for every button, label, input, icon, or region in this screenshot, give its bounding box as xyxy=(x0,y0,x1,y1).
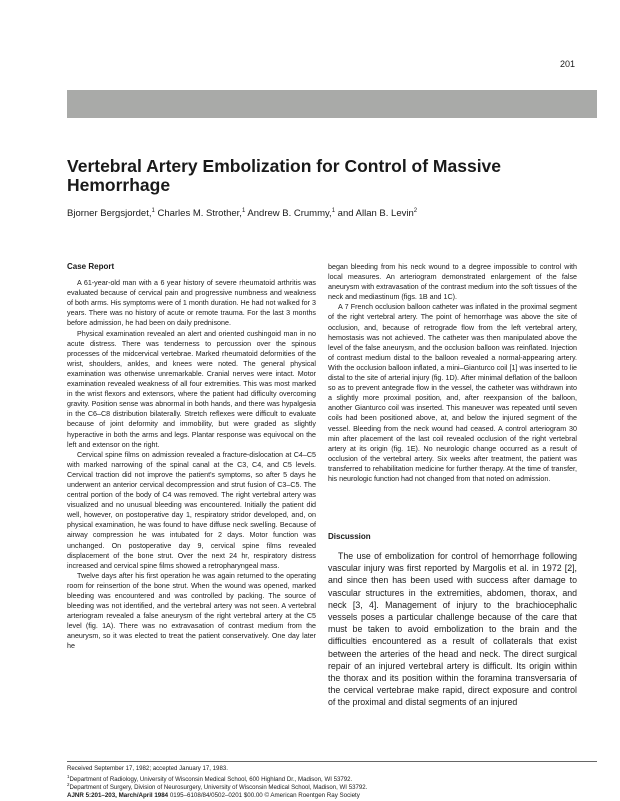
journal-name: AJNR 5:201–203, March/April 1984 xyxy=(67,792,169,799)
author-affiliation-mark: 2 xyxy=(413,208,418,214)
paragraph: A 7 French occlusion balloon catheter was inflated in the proximal segment of the right vertebral artery. The point of hemorrhage was above the site of occlusion, and, because of retrograde flow from the left vertebral artery, hemostasis was not achieved. The catheter was then manipulated above the level of the false aneurysm, and the occlusion balloon was reinflated. Injection of contrast medium distal to the balloon revealed a normal-appearing artery. With the occlusion balloon inflated, a mini–Gianturco coil [1] was inserted to lie distal to the site of arterial injury (fig. 1D). After minimal deflation of the balloon so as to prevent antegrade flow in the vessel, the catheter was withdrawn into a slightly more proximal position, and, after reexpansion of the balloon, another Gianturco coil was inserted. This maneuver was repeated until seven coils had been positioned above, at, and below the injured segment of the vessel. Bleeding from the neck wound had ceased. A control arteriogram 30 min after placement of the last coil revealed occlusion of the right vertebral artery at its origin (fig. 1E). No neurologic change occurred as a result of occlusion of the vertebral artery. Six weeks after treatment, the patient was transferred to rehabilitation medicine for further therapy. At the time of transfer, his neurologic function had not changed from that noted on admission. xyxy=(328,303,577,483)
author-name: Andrew B. Crummy, xyxy=(245,208,332,220)
author-affiliation-mark: 1 xyxy=(241,208,246,214)
paragraph: Physical examination revealed an alert and oriented cushingoid man in no acute distress. There was tenderness to percussion over the spinous processes of the midcervical vertebrae. Marked rheumatoid deformities of the wrist, shoulders, ankles, and knees were noted. The general physical examination was otherwise unremarkable. Cranial nerves were intact. Motor examination revealed weakness of all four extremities. This was most marked in the wrist flexors and extensors, where the patient had difficulty overcoming gravity. Position sense was abnormal in both hands, and there was hypalgesia in the C6–C8 distribution bilaterally. Stretch reflexes were difficult to evaluate because of joint deformity and immobility, but were graded as slightly hyperactive in both the arms and legs. Plantar response was equivocal on the left and extensor on the right. xyxy=(67,329,316,449)
author-name: Bjorner Bergsjordet, xyxy=(67,208,152,220)
author-name: and Allan B. Levin xyxy=(335,208,414,220)
header-band xyxy=(67,90,597,118)
footnote-text: Department of Radiology, University of Wisconsin Medical School, 600 Highland Dr., Madison, WI 53792. xyxy=(69,776,353,784)
author-affiliation-mark: 1 xyxy=(151,208,155,214)
author-list xyxy=(67,208,417,219)
page-number: 201 xyxy=(560,59,576,69)
case-report-heading: Case Report xyxy=(67,262,115,271)
paragraph: A 61-year-old man with a 6 year history of severe rheumatoid arthritis was evaluated because of cervical pain and progressive numbness and weakness of both arms. His symptoms were of 1 month duration. He had not walked for 3 years. There was no history of acute or remote trauma. For the last 3 months before admission, he had been on daily prednisone. xyxy=(67,279,316,328)
footnote-affiliation-2 xyxy=(67,781,367,792)
footnote-mark: 2 xyxy=(67,782,70,787)
article-title: Vertebral Artery Embolization for Control of Massive Hemorrhage xyxy=(67,156,502,195)
paragraph: Twelve days after his first operation he was again returned to the operating room for reinsertion of the bone strut. When the wound was opened, marked bleeding was encountered and was controlled by packing. The source of bleeding was not identified, and the vertebral artery was not seen. A vertebral arteriogram revealed a false aneurysm of the right vertebral artery at the C5 level (fig. 1A). There was no extravasation of contrast medium from the aneurysm, so it was elected to treat the patient conservatively. One day later he xyxy=(67,571,316,651)
footnote-rule xyxy=(67,761,597,762)
right-column xyxy=(328,262,577,484)
discussion-body xyxy=(328,550,577,709)
paragraph: Cervical spine films on admission revealed a fracture-dislocation at C4–C5 with marked narrowing of the spinal canal at the C3, C4, and C5 levels. Cervical traction did not improve the patient's symptoms, so after 5 days he underwent an anterior cervical decompression and strut fusion of C3–C5. The central portion of the body of C4 was removed. The right vertebral artery was visualized and no unusual bleeding was encountered. Initially the patient did well, however, on postoperative day 1, respiratory stridor developed, and, on physical examination, he was found to have diffuse neck swelling. Because of airway compression he was intubated for 2 days. Motor function was unchanged. On postoperative day 9, cervical spine films revealed displacement of the bone strut. Over the next 24 hr, respiratory distress increased and cervical spine films showed a retropharyngeal mass. xyxy=(67,450,316,570)
author-name: Charles M. Strother, xyxy=(154,208,242,220)
paragraph: The use of embolization for control of hemorrhage following vascular injury was first reported by Margolis et al. in 1972 [2], and since then has been used with success after damage to vascular structures in the extremities, abdomen, thorax, and neck [3, 4]. Management of injury to the brachiocephalic vessels poses a particular challenge because of the care that must be taken to avoid embolization to the brain and the difficulties encountered as a result of collaterals that exist between the arteries of the head and neck. The direct surgical repair of an injured vertebral artery is difficult. Its origin within the thorax and its position within the foramina transversaria of the cervical vertebrae make rapid, direct exposure and control of the proximal and distal segments of an injured xyxy=(328,551,577,708)
left-column xyxy=(67,262,316,652)
footnote-mark: 1 xyxy=(67,774,70,779)
citation-details: 0195–6108/84/0502–0201 $00.00 © American Roentgen Ray Society xyxy=(168,792,360,799)
paragraph: began bleeding from his neck wound to a degree impossible to control with local measures. An arteriogram demonstrated enlargement of the false aneurysm with extravasation of the contrast medium into the soft tissues of the neck and mediastinum (figs. 1B and 1C). xyxy=(328,263,577,302)
footnote-text: Department of Surgery, Division of Neurosurgery, University of Wisconsin Medical School, Madison, WI 53792. xyxy=(69,784,368,792)
footnote-text: Received September 17, 1982; accepted January 17, 1983. xyxy=(67,765,228,772)
journal-citation xyxy=(67,792,360,799)
footnote-received xyxy=(67,765,228,773)
author-affiliation-mark: 1 xyxy=(331,208,336,214)
discussion-heading: Discussion xyxy=(328,532,371,541)
